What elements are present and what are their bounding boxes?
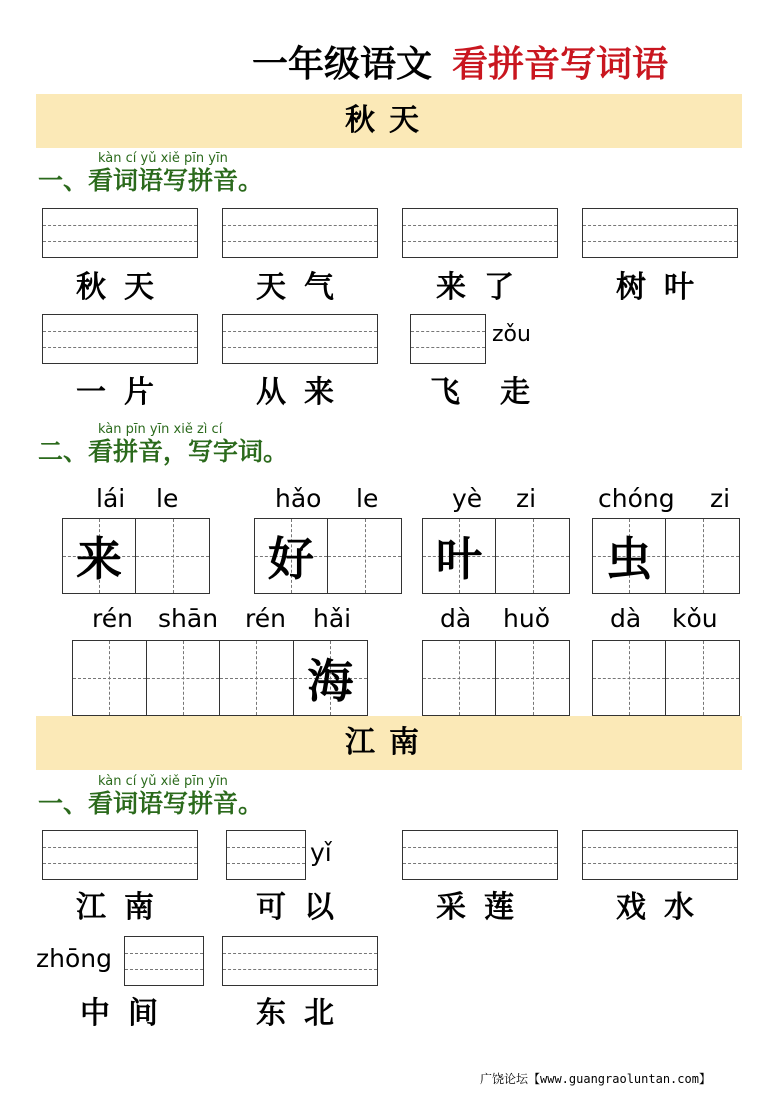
- pinyin: zi: [516, 484, 537, 513]
- word: 一片: [76, 375, 172, 410]
- grid-char: [496, 641, 569, 715]
- character-grid[interactable]: [254, 518, 402, 594]
- pinyin-answer-box[interactable]: [402, 830, 558, 880]
- pinyin-answer-box[interactable]: [42, 830, 198, 880]
- character-grid[interactable]: [422, 518, 570, 594]
- character-grid[interactable]: [422, 640, 570, 716]
- pinyin: huǒ: [503, 604, 550, 633]
- word: 中间: [80, 996, 176, 1031]
- word: 江南: [76, 890, 172, 925]
- grid-char: [136, 519, 209, 593]
- grid-char: [593, 641, 665, 715]
- word: 戏水: [616, 890, 712, 925]
- pinyin: dà: [440, 604, 472, 633]
- pinyin-answer-box[interactable]: [222, 936, 378, 986]
- pinyin: zi: [710, 484, 731, 513]
- word: 天气: [256, 270, 352, 305]
- word: 来了: [436, 270, 532, 305]
- pinyin: lái: [96, 484, 126, 513]
- grid-char: [496, 519, 569, 593]
- pinyin-answer-box[interactable]: [582, 208, 738, 258]
- section-label: 一、看词语写拼音。: [38, 166, 264, 195]
- grid-char: 好: [268, 532, 314, 586]
- pinyin: hǎi: [313, 604, 352, 633]
- section-label: 二、看拼音，写字词。: [38, 437, 289, 466]
- pinyin: yè: [452, 484, 483, 513]
- pinyin-answer-box[interactable]: [42, 314, 198, 364]
- pinyin: chóng: [598, 484, 675, 513]
- pinyin-answer-box[interactable]: [402, 208, 558, 258]
- word: 可以: [256, 890, 352, 925]
- pinyin: le: [156, 484, 179, 513]
- grid-char: 叶: [436, 532, 482, 586]
- grid-char: 海: [307, 654, 354, 708]
- pinyin: shān: [158, 604, 219, 633]
- grid-char: [220, 641, 293, 715]
- grid-char: [666, 641, 739, 715]
- lesson-heading-band: [36, 716, 742, 770]
- given-pinyin: zǒu: [492, 322, 531, 347]
- word: 树叶: [616, 270, 712, 305]
- grid-char: [423, 641, 495, 715]
- pinyin-answer-box[interactable]: [222, 208, 378, 258]
- pinyin-answer-box[interactable]: [226, 830, 306, 880]
- lesson-heading-band: [36, 94, 742, 148]
- grid-char: [73, 641, 146, 715]
- grid-char: [147, 641, 220, 715]
- title-part2: 看拼音写词语: [452, 43, 669, 85]
- pinyin-answer-box[interactable]: [410, 314, 486, 364]
- section-pinyin: kàn cí yǔ xiě pīn yīn: [98, 774, 228, 789]
- pinyin-answer-box[interactable]: [42, 208, 198, 258]
- word: 从来: [256, 375, 352, 410]
- pinyin-answer-box[interactable]: [582, 830, 738, 880]
- section-pinyin: kàn cí yǔ xiě pīn yīn: [98, 151, 228, 166]
- pinyin: rén: [92, 604, 133, 633]
- lesson-heading: 江南: [345, 725, 433, 760]
- section-pinyin: kàn pīn yīn xiě zì cí: [98, 422, 223, 437]
- grid-char: 虫: [606, 532, 652, 586]
- lesson-heading: 秋天: [345, 103, 433, 138]
- footer-watermark: 广饶论坛【www.guangraoluntan.com】: [480, 1072, 711, 1086]
- grid-char: [328, 519, 401, 593]
- pinyin: kǒu: [672, 604, 718, 633]
- given-pinyin: yǐ: [310, 838, 332, 867]
- pinyin-answer-box[interactable]: [222, 314, 378, 364]
- word: 飞: [430, 375, 478, 410]
- pinyin: hǎo: [275, 484, 322, 513]
- pinyin: dà: [610, 604, 642, 633]
- grid-char: 来: [76, 532, 122, 586]
- pinyin-answer-box[interactable]: [124, 936, 204, 986]
- word: 秋天: [76, 270, 172, 305]
- pinyin: le: [356, 484, 379, 513]
- grid-char: [666, 519, 739, 593]
- word: 采莲: [436, 890, 532, 925]
- character-grid[interactable]: [62, 518, 210, 594]
- character-grid[interactable]: [72, 640, 368, 716]
- word: 走: [500, 375, 548, 410]
- given-pinyin: zhōng: [36, 944, 112, 973]
- pinyin: rén: [245, 604, 286, 633]
- title-part1: 一年级语文: [252, 43, 433, 85]
- word: 东北: [256, 996, 352, 1031]
- character-grid[interactable]: [592, 640, 740, 716]
- section-label: 一、看词语写拼音。: [38, 789, 264, 818]
- character-grid[interactable]: [592, 518, 740, 594]
